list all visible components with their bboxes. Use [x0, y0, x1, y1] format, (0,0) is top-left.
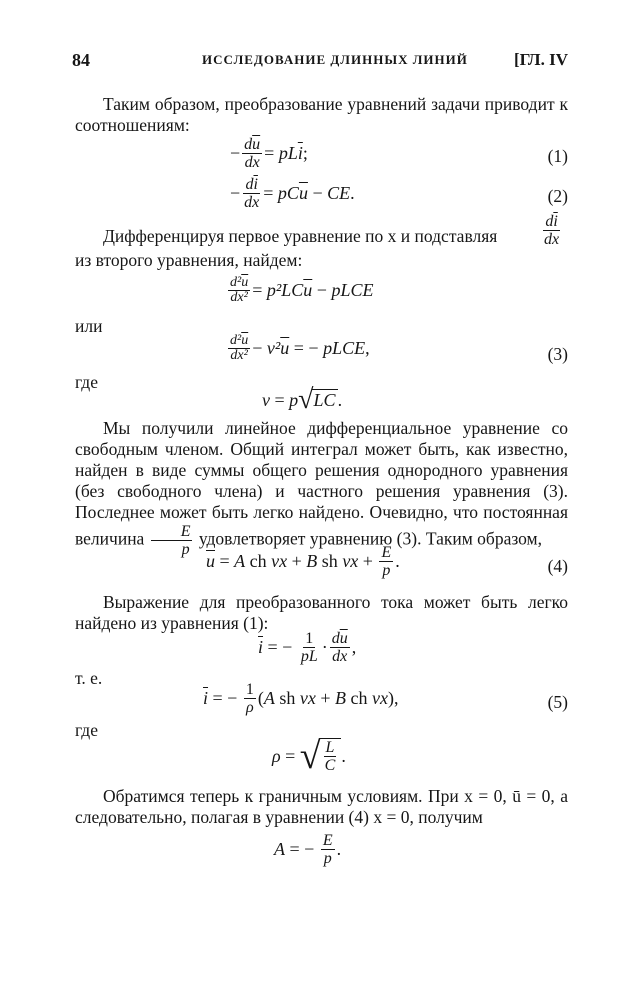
equation-number-1: (1): [547, 146, 568, 166]
paragraph-1: Таким образом, преобразование уравнений задачи приводит к соотношениям:: [75, 94, 568, 135]
equation-2: − $\frac{d\overline{i}}{dx}$ = pC $\overline{u}$ − CE .: [230, 176, 355, 211]
paragraph-4: Выражение для преобразованного тока может быть легко найдено из уравнения (1):: [75, 592, 568, 633]
running-title: ИССЛЕДОВАНИЕ ДЛИННЫХ ЛИНИЙ: [202, 52, 468, 67]
chapter-label: [ГЛ. IV: [514, 50, 568, 69]
equation-nu: ν = p √ LC .: [262, 384, 343, 415]
equation-4: $\overline{u}$ = A ch νx + B sh νx + $\frac{E}{p}$ .: [206, 544, 400, 579]
paragraph-2-line2: из второго уравнения, найдем:: [75, 250, 303, 270]
label-where-1: где: [75, 372, 98, 392]
label-or: или: [75, 316, 103, 336]
paragraph-3: [75, 418, 568, 558]
equation-1: − $\frac{d\overline{u}}{dx}$ = pL $\overline{i}$ ;: [230, 136, 308, 171]
paragraph-5: Обратимся теперь к граничным условиям. При x = 0, ū = 0, а следовательно, полагая в уравнении (4) x = 0, получим: [75, 786, 568, 827]
page-number: 84: [72, 50, 90, 70]
label-ie: т. е.: [75, 668, 103, 688]
paragraph-3-tail: удовлетворяет уравнению (3). Таким образом,: [198, 528, 543, 549]
equation-number-3: (3): [547, 344, 568, 364]
paragraph-3-text: Мы получили линейное дифференциальное уравнение со свободным членом. Общий интеграл может быть, как известно, найден в виде суммы общего решения однородного уравнения (без свободного члена) и частного решения уравнения (3). Последнее может быть легко найдено. Очевидно, что постоянная величина: [75, 418, 568, 549]
label-where-2: где: [75, 720, 98, 740]
equation-current: $\overline{i}$ = − $\frac{1}{pL}$ · $\frac{d\overline{u}}{dx}$ ,: [258, 630, 357, 665]
inline-fraction-di-dx: $\frac{d\overline{i}}{dx}$: [544, 213, 560, 248]
equation-number-5: (5): [547, 692, 568, 712]
equation-number-2: (2): [547, 186, 568, 206]
equation-3: $\frac{d^2\overline{u}}{\text{dx²}}$ − ν² $\overline{u}$ = − pLCE ,: [230, 333, 370, 363]
equation-5: $\overline{i}$ = − $\frac{1}{\rho}$ ( A sh νx + B ch νx ),: [203, 681, 399, 716]
equation-number-4: (4): [547, 556, 568, 576]
equation-rho: ρ = √ $\frac{L}{C}$ .: [272, 735, 346, 777]
page-header: [72, 50, 568, 74]
equation-A: A = − $\frac{E}{p}$ .: [274, 832, 342, 867]
equation-second-derivative: $\frac{d^2\overline{u}}{\text{dx²}}$ = p²LC $\overline{u}$ − pLCE: [230, 275, 374, 305]
inline-fraction-E-p: $\frac{E}{p}$: [151, 523, 193, 558]
paragraph-2-line1: Дифференцируя первое уравнение по x и подставляя: [103, 226, 498, 246]
